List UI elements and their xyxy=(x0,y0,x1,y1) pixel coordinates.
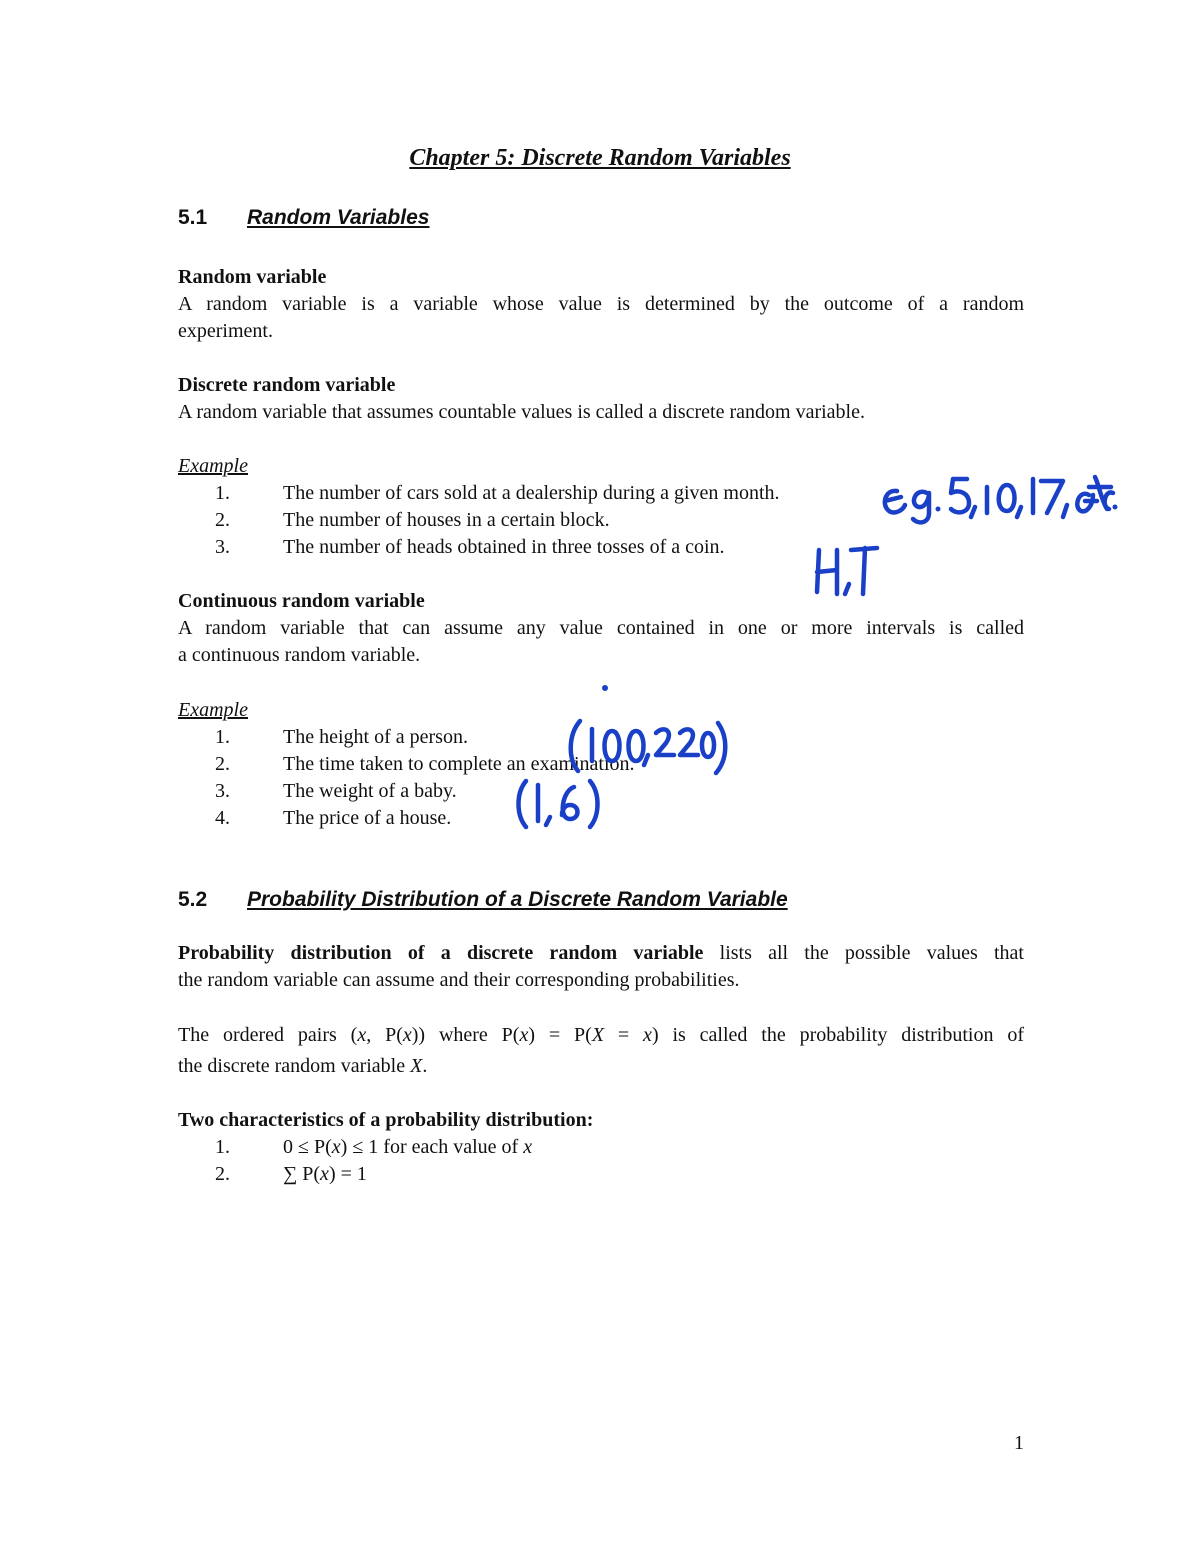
text-run: ∑ P( xyxy=(283,1163,321,1185)
list-number: 3. xyxy=(215,536,230,558)
list-item xyxy=(283,1136,532,1159)
ordered-pairs-line xyxy=(178,1055,427,1078)
text-run: ) = 1 xyxy=(328,1163,367,1185)
definition-line: the random variable can assume and their corresponding probabilities. xyxy=(178,969,740,991)
list-item: The height of a person. xyxy=(283,726,468,748)
math-var: x xyxy=(643,1024,652,1046)
list-number: 3. xyxy=(215,780,230,802)
handwritten-note-ht xyxy=(805,540,880,600)
list-number: 1. xyxy=(215,1136,230,1158)
list-item: The number of cars sold at a dealership during a given month. xyxy=(283,482,780,504)
text-run: ) is called the probability distribution of xyxy=(651,1024,1024,1046)
handwritten-dot xyxy=(595,678,615,698)
list-number: 2. xyxy=(215,753,230,775)
definition-line xyxy=(178,942,1024,965)
math-var: x xyxy=(402,1024,412,1046)
page-number: 1 xyxy=(1014,1432,1024,1454)
handwritten-note-range xyxy=(510,775,610,831)
definition-line: a continuous random variable. xyxy=(178,644,421,666)
definition-line: A random variable is a variable whose value is determined by the outcome of a random xyxy=(178,293,1024,315)
chapter-title: Chapter 5: Discrete Random Variables xyxy=(409,145,791,171)
example-label: Example xyxy=(178,699,248,721)
text-run: = xyxy=(604,1024,644,1046)
list-item xyxy=(283,1163,367,1186)
list-item: The number of houses in a certain block. xyxy=(283,509,610,531)
handwritten-note-interval xyxy=(560,715,730,777)
list-item: The number of heads obtained in three tosses of a coin. xyxy=(283,536,725,558)
list-item: The time taken to complete an examination. xyxy=(283,753,635,775)
definition-line: A random variable that can assume any value contained in one or more intervals is called xyxy=(178,617,1024,639)
list-item: The price of a house. xyxy=(283,807,452,829)
definition-line: A random variable that assumes countable values is called a discrete random variable. xyxy=(178,401,865,423)
definition-term: Probability distribution of a discrete random variable xyxy=(178,942,704,964)
list-item: The weight of a baby. xyxy=(283,780,457,802)
list-number: 2. xyxy=(215,509,230,531)
term-continuous-random-variable: Continuous random variable xyxy=(178,590,425,612)
math-var: x xyxy=(331,1136,341,1158)
definition-line: experiment. xyxy=(178,320,273,342)
text-run: )) where P( xyxy=(411,1024,520,1046)
term-discrete-random-variable: Discrete random variable xyxy=(178,374,396,396)
handwritten-note-eg xyxy=(875,465,1120,530)
list-number: 1. xyxy=(215,482,230,504)
section-number: 5.1 xyxy=(178,206,208,229)
math-var: x xyxy=(357,1024,367,1046)
list-number: 1. xyxy=(215,726,230,748)
section-title: Probability Distribution of a Discrete Random Variable xyxy=(247,888,788,911)
text-run: ) = P( xyxy=(528,1024,592,1046)
characteristics-title: Two characteristics of a probability distribution: xyxy=(178,1109,594,1131)
text-run: The ordered pairs ( xyxy=(178,1024,358,1046)
text-run: ) ≤ 1 for each value of xyxy=(340,1136,524,1158)
ordered-pairs-line xyxy=(178,1024,1024,1047)
definition-text: lists all the possible values that xyxy=(703,942,1024,964)
text-run: the discrete random variable xyxy=(178,1055,411,1077)
math-var: X xyxy=(410,1055,423,1077)
term-random-variable: Random variable xyxy=(178,266,327,288)
section-title: Random Variables xyxy=(247,206,430,229)
math-var: x xyxy=(523,1136,533,1158)
text-run: . xyxy=(422,1055,428,1077)
math-var: x xyxy=(320,1163,329,1185)
math-var: X xyxy=(591,1024,605,1046)
example-label: Example xyxy=(178,455,248,477)
math-var: x xyxy=(519,1024,529,1046)
text-run: , P( xyxy=(366,1024,403,1046)
list-number: 4. xyxy=(215,807,230,829)
list-number: 2. xyxy=(215,1163,230,1185)
section-number: 5.2 xyxy=(178,888,208,911)
text-run: 0 ≤ P( xyxy=(283,1136,332,1158)
